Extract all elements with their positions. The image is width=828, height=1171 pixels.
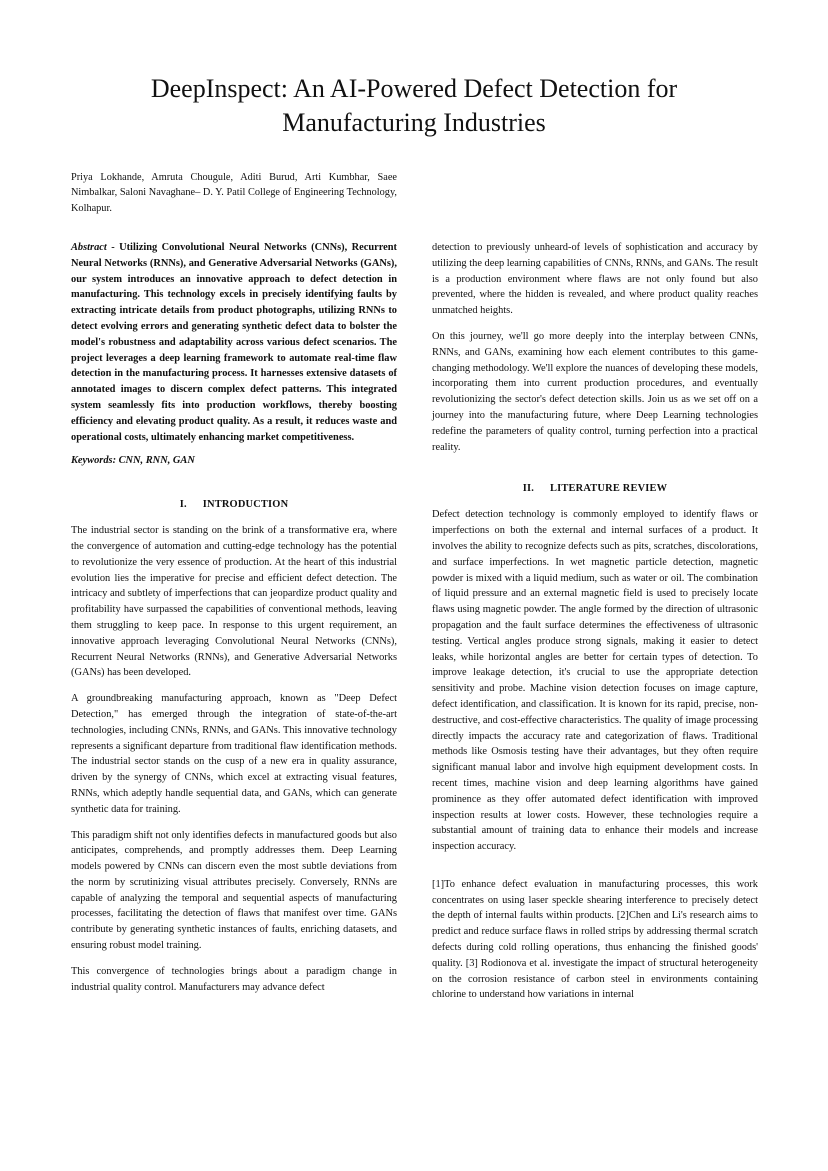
section-number: II. — [522, 483, 535, 495]
intro-paragraph-continued: detection to previously unheard-of levels of sophistication and accuracy by utilizing the deep learning capabilities of CNNs, RNNs, and GANs. The result is a production environment where flaws are not only found but also prevented, where the hidden is revealed, and where product quality reaches unmatched heights. — [432, 242, 758, 317]
intro-paragraph: This convergence of technologies brings about a paradigm change in industrial quality control. Manufacturers may advance defect — [71, 965, 397, 993]
author-list: Priya Lokhande, Amruta Chougule, Aditi Burud, Arti Kumbhar, Saee Nimbalkar, Saloni Navaghane– D. Y. Patil College of Engineering Technology, Kolhapur. — [71, 172, 397, 214]
section-title: INTRODUCTION — [202, 499, 289, 511]
keywords: Keywords: CNN, RNN, GAN — [71, 455, 195, 467]
left-column — [71, 240, 397, 1005]
section-number: I. — [179, 499, 187, 511]
right-column — [432, 240, 758, 1013]
literature-paragraph: [1]To enhance defect evaluation in manufacturing processes, this work concentrates on using laser speckle shearing interference to precisely detect the depth of internal faults within products. [2]Chen and Li's research aims to predict and reduce surface flaws in rolled strips by addressing thermal scratch defects during cold rolling operations, thus enhancing the finished goods' quality. [3] Rodionova et al. investigate the impact of structural heterogeneity on the corrosion resistance of carbon steel in environments containing chlorine to understand how variations in internal — [432, 878, 758, 1001]
section-title: LITERATURE REVIEW — [550, 483, 668, 495]
intro-paragraph: This paradigm shift not only identifies defects in manufactured goods but also anticipates, comprehends, and promptly addresses them. Deep Learning models powered by CNNs can discern even the most subtle deviations from the norm by scrutinizing visual attributes precisely. Conversely, RNNs are capable of analyzing the temporal and sequential aspects of manufacturing processes, facilitating the detection of flaws that manifest over time. GANs contribute by generating synthetic instances of faults, enriching datasets, and ensuring robust model training. — [71, 829, 397, 952]
intro-paragraph: The industrial sector is standing on the brink of a transformative era, where the convergence of automation and cutting-edge technology has the potential to revolutionize the very essence of production. At the heart of this industrial evolution lies the imperative for precise and efficient defect detection. The intricacy and subtlety of imperfections that can jeopardize product quality and profitability have surpassed the capabilities of conventional methods, leaving them struggling to keep pace. In response to this urgent requirement, an innovative approach leveraging Convolutional Neural Networks (CNNs), Recurrent Neural Networks (RNNs), and Generative Adversarial Networks (GANs) has been developed. — [71, 525, 397, 679]
title-line-1: DeepInspect: An AI-Powered Defect Detection for — [150, 74, 678, 103]
intro-paragraph-continued: On this journey, we'll go more deeply into the interplay between CNNs, RNNs, and GANs, examining how each element contributes to this game-changing methodology. We'll explore the nuances of developing these models, incorporating them into current production procedures, and eventually revolutionizing the sector's defect detection skills. Join us as we set off on a journey into the manufacturing future, where Deep Learning technologies redefine the parameters of quality control, turning perfection into a practical reality. — [432, 330, 758, 453]
title-line-2: Manufacturing Industries — [282, 108, 546, 137]
section-heading-introduction — [71, 497, 397, 513]
abstract — [71, 240, 397, 445]
section-heading-literature-review — [432, 481, 758, 497]
abstract-lead: Abstract — [71, 242, 107, 253]
paper-title — [0, 72, 828, 140]
literature-paragraph: Defect detection technology is commonly employed to identify flaws or imperfections on both the external and internal surfaces of a product. It involves the ability to recognize defects such as pits, scratches, discolorations, and surface imperfections. In wet magnetic particle detection, magnetic powder is mixed with a liquid medium, such as water or oil. The combination of liquid pressure and an external magnetic field is used to precisely locate flaws using magnetic powder. The angle formed by the direction of ultrasonic propagation and the fault surface determines the effectiveness of ultrasonic testing. Vertical angles produce strong signals, making it easier to detect leaks, while horizontal angles are better for certain types of detection. To improve leakage detection, it's crucial to use the appropriate detection sensitivity and probe. Machine vision detection focuses on image capture, defect identification, and classification. It is known for its rapid, precise, non-destructive, and cost-effective characteristics. The quality of image processing directly impacts the accuracy rate and categorization of flaws. Traditional methods like Osmosis testing have their advantages, but they often require significant manual labor and involve high equipment development costs. In recent times, machine vision and deep learning algorithms have gained prominence as they offer automated defect identification with improved inspection results at lower costs. However, these technologies require a substantial amount of training data to enhance their models and increase inspection accuracy. — [432, 509, 758, 853]
intro-paragraph: A groundbreaking manufacturing approach, known as "Deep Defect Detection," has emerged through the integration of state-of-the-art technologies, including CNNs, RNNs, and GANs. This innovative technology represents a significant departure from traditional flaw identification methods. The industrial sector stands on the cusp of a new era in quality assurance, driven by the synergy of CNNs, which excel at extracting visual features, RNNs, which adeptly handle sequential data, and GANs, which can generate synthetic data for training. — [71, 693, 397, 815]
abstract-text: - Utilizing Convolutional Neural Networks (CNNs), Recurrent Neural Networks (RNNs), and Generative Adversarial Networks (GANs), our system introduces an innovative approach to defect detection in manufacturing. This technology excels in precisely identifying faults by extracting intricate details from product photographs, utilizing RNNs to detect evolving errors and generating synthetic defect data to bolster the model's robustness and adaptability across various defect scenarios. The project leverages a deep learning framework to automate real-time flaw detection in the manufacturing process. It harnesses extensive datasets of annotated images to discern complex defect patterns. This integrated system seamlessly fits into production workflows, thereby boosting efficiency and elevating product quality. As a result, it reduces waste and operational costs, ultimately enhancing market competitiveness. — [71, 242, 397, 443]
